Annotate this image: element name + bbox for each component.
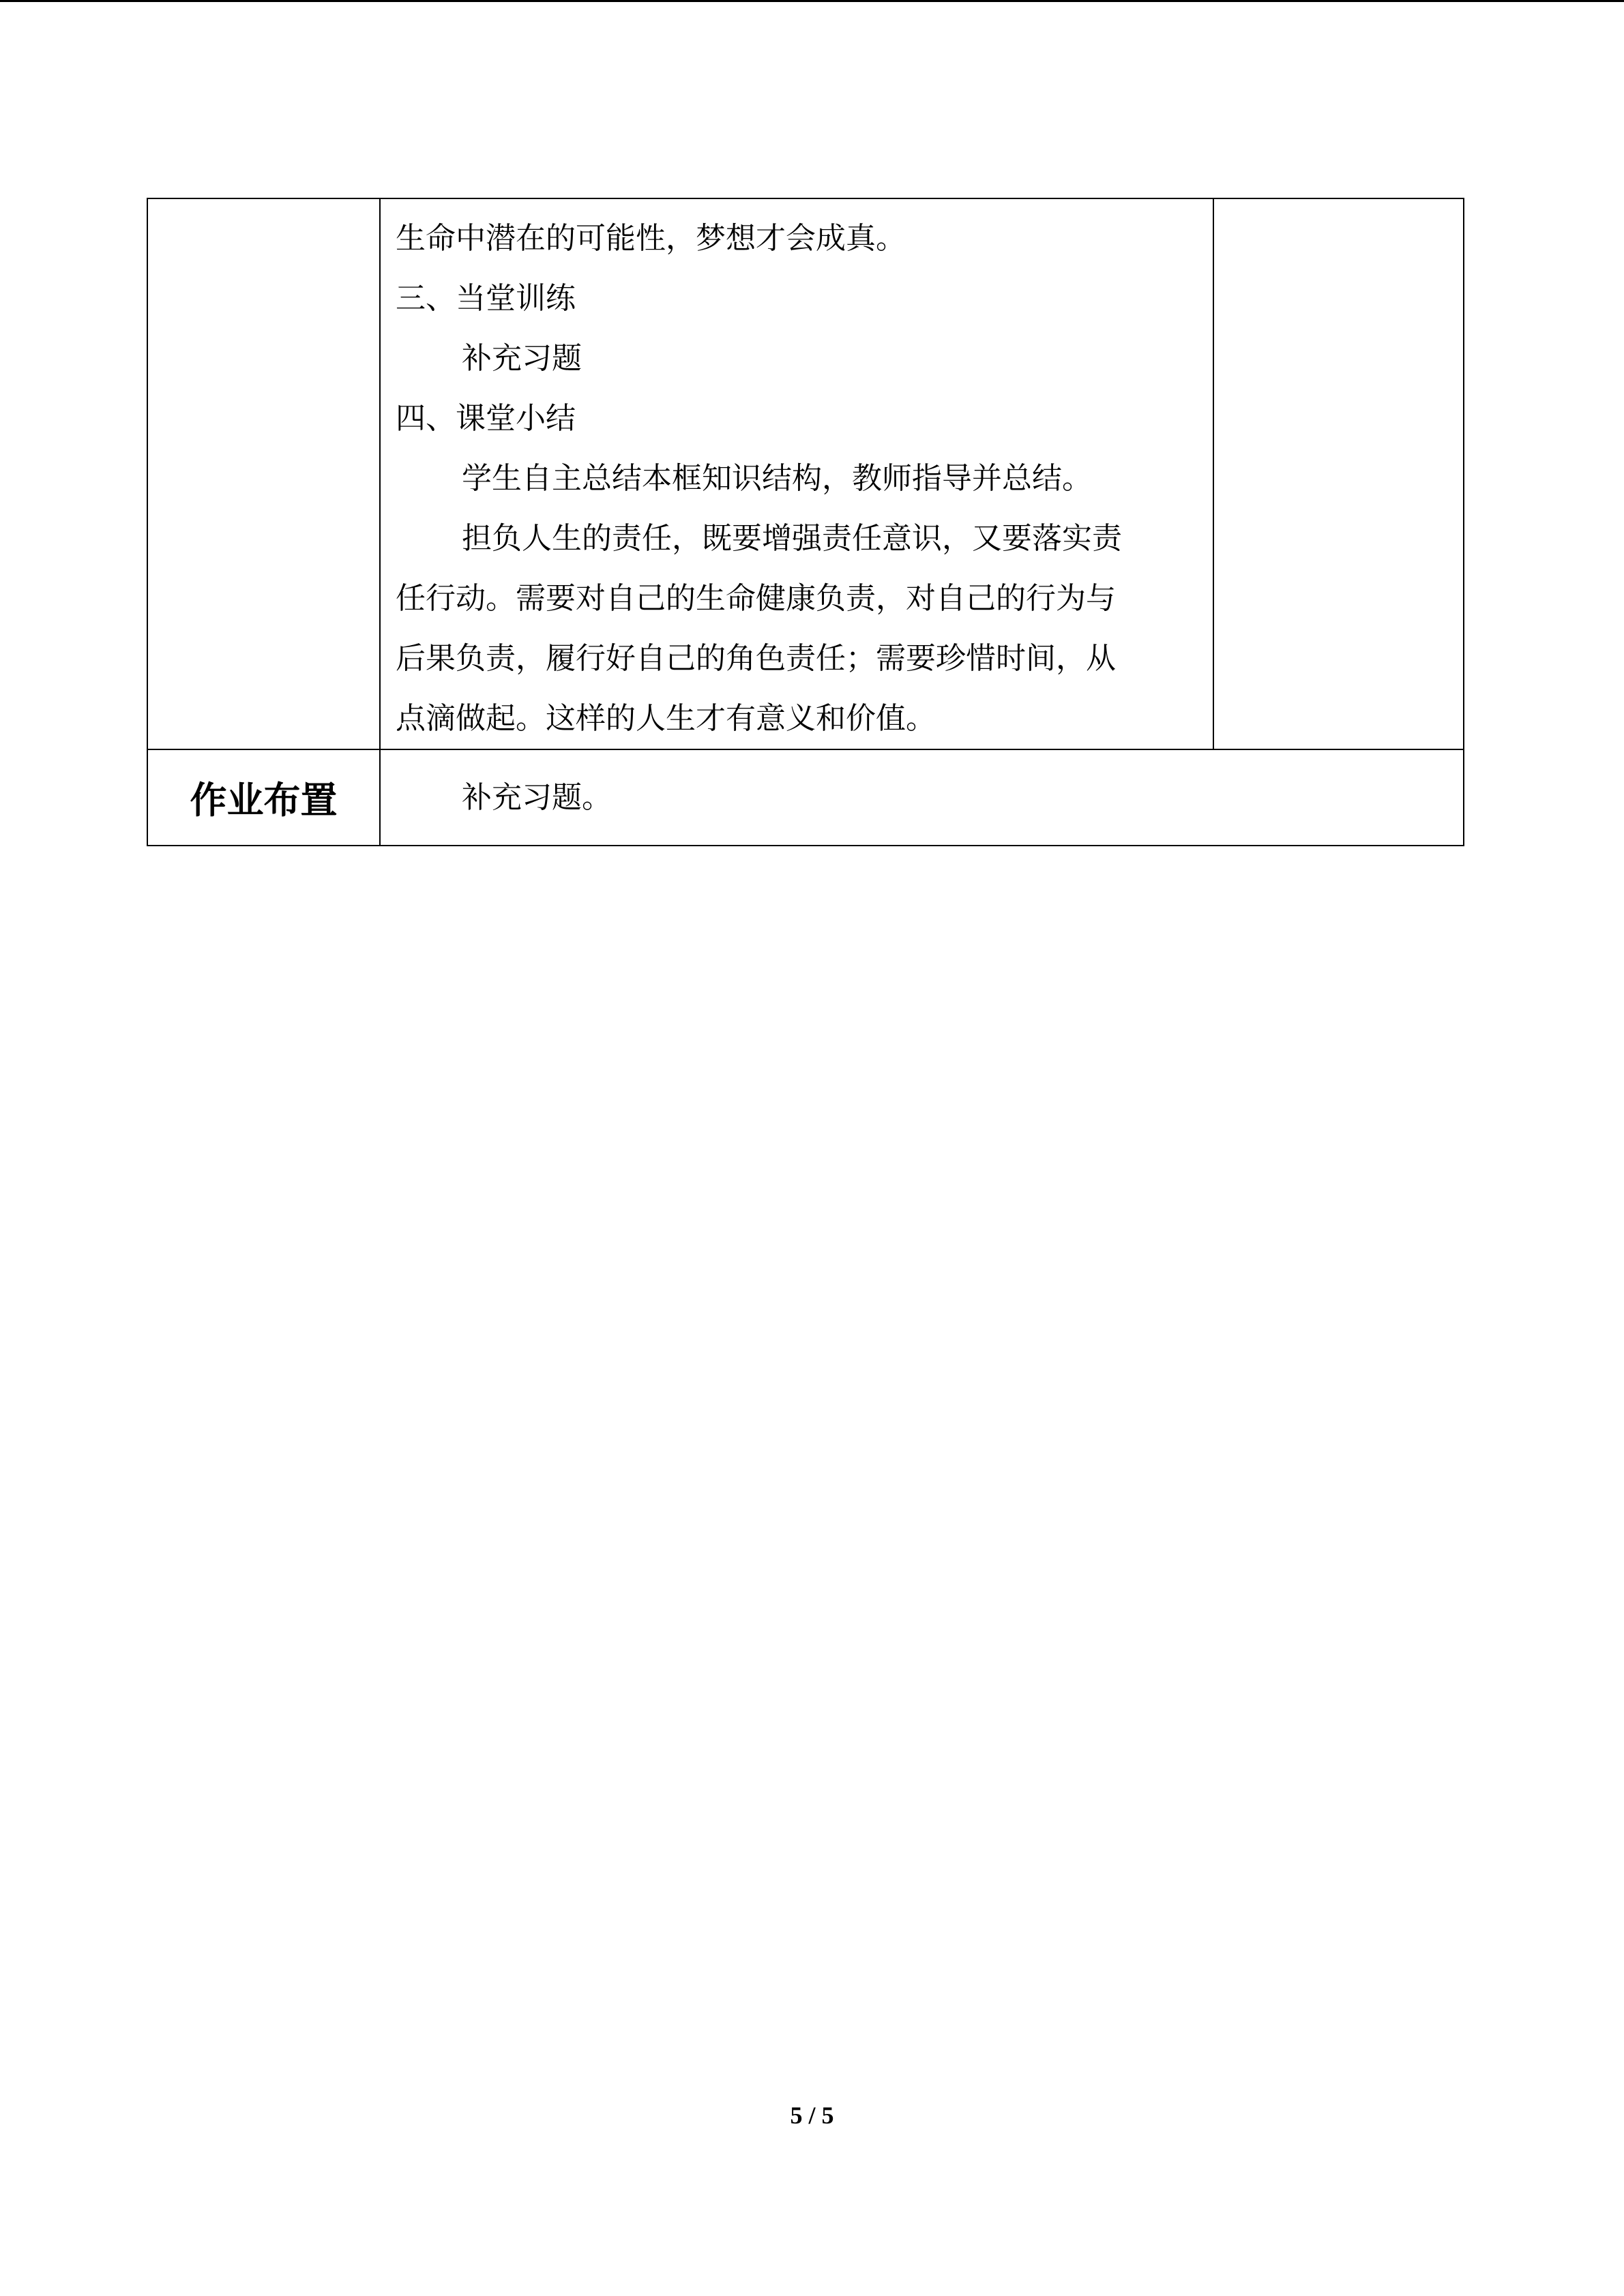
lesson-plan-table [147, 198, 1464, 846]
page-number: 5 / 5 [790, 2102, 834, 2129]
homework-text: 补充习题。 [462, 779, 612, 815]
homework-cell [380, 749, 1464, 846]
text-line: 生命中潜在的可能性，梦想才会成真。 [396, 221, 906, 256]
homework-label: 作业布置 [147, 749, 380, 846]
text-line: 任行动。需要对自己的生命健康负责，对自己的行为与 [396, 581, 1116, 616]
text-line: 学生自主总结本框知识结构，教师指导并总结。 [462, 461, 1092, 496]
text-line: 担负人生的责任，既要增强责任意识，又要落实责 [462, 521, 1122, 556]
empty-notes-cell [1213, 198, 1464, 749]
table-row-homework [147, 749, 1464, 846]
text-line: 后果负责，履行好自己的角色责任；需要珍惜时间，从 [396, 641, 1116, 676]
table-row-process [147, 198, 1464, 749]
text-line: 点滴做起。这样的人生才有意义和价值。 [396, 701, 936, 736]
teaching-process-cell [380, 198, 1213, 749]
empty-label-cell [147, 198, 380, 749]
section-heading: 四、课堂小结 [396, 401, 576, 436]
text-line: 补充习题 [462, 341, 582, 376]
section-heading: 三、当堂训练 [396, 281, 576, 316]
